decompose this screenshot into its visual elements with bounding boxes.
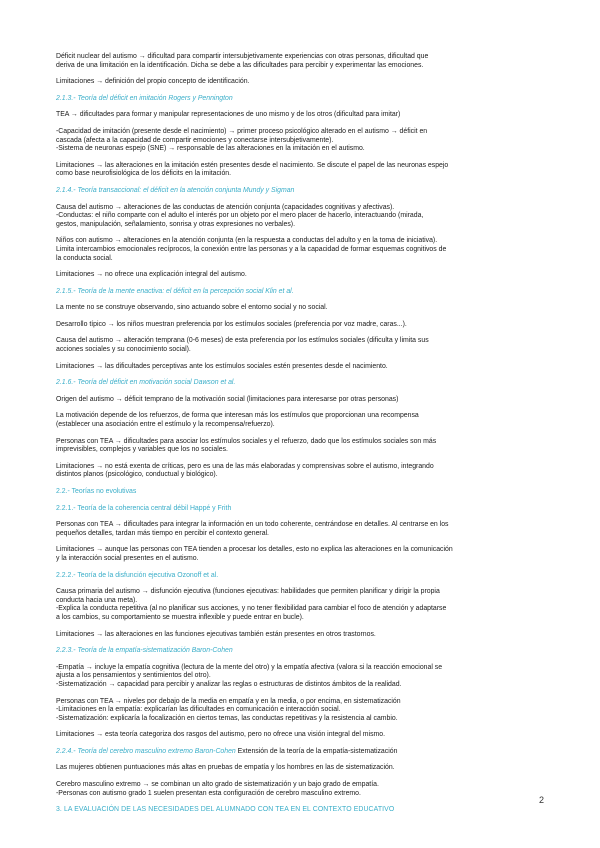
paragraph — [56, 337, 546, 354]
paragraph — [56, 664, 546, 690]
section-heading — [56, 379, 546, 388]
section-heading — [56, 288, 546, 297]
text-line: acciones sociales y su conocimiento social). — [56, 346, 191, 354]
text-line: -Capacidad de imitación (presente desde el nacimiento) → primer proceso psicológico alterado en el autismo → déficit en — [56, 127, 428, 135]
paragraph — [56, 731, 546, 740]
paragraph — [56, 237, 546, 263]
section-heading — [56, 505, 546, 514]
text-line: Causa primaria del autismo → disfunción ejecutiva (funciones ejecutivas: habilidades que permiten planificar y dirigir la propia — [56, 588, 440, 596]
paragraph — [56, 781, 546, 798]
paragraph — [56, 463, 546, 480]
text-line: -Sistematización → capacidad para percibir y analizar las reglas o estructuras de distintos ámbitos de la realidad. — [56, 680, 402, 688]
paragraph — [56, 53, 546, 70]
text-line: cascada (afecta a la capacidad de compartir emociones y conectarse intersubjetivamente). — [56, 136, 334, 144]
text-line: Causa del autismo → alteración temprana (0-6 meses) de esta preferencia por los estímulos sociales (dificulta y limita sus — [56, 337, 429, 345]
section-heading — [56, 187, 546, 196]
section-heading — [56, 95, 546, 104]
text-line: Niños con autismo → alteraciones en la atención conjunta (en la respuesta a conductas del adulto y en la toma de iniciativa). — [56, 237, 438, 245]
paragraph — [56, 764, 546, 773]
chapter-heading — [56, 806, 546, 815]
paragraph — [56, 271, 546, 280]
text-line: 2.2.1.- Teoría de la coherencia central débil Happé y Frith — [56, 504, 232, 512]
text-line: 2.2.2.- Teoría de la disfunción ejecutiva Ozonoff et al. — [56, 571, 219, 579]
section-heading — [56, 647, 546, 656]
text-line: distintos planos (psicológico, conductual y biológico). — [56, 471, 218, 479]
text-line: Causa del autismo → alteraciones de las conductas de atención conjunta (capacidades cognitivas y afectivas). — [56, 203, 395, 211]
text-line: Limitaciones → no ofrece una explicación integral del autismo. — [56, 271, 247, 279]
text-line: y la interacción social presentes en el autismo. — [56, 554, 199, 562]
text-line: -Personas con autismo grado 1 suelen presentan esta configuración de cerebro masculino extremo. — [56, 789, 361, 797]
paragraph — [56, 204, 546, 230]
text-line: Limitaciones → las dificultades perceptivas ante los estímulos sociales estén presentes desde el nacimiento. — [56, 362, 388, 370]
text-line: imprevisibles, complejos y variables que los no sociales. — [56, 446, 228, 454]
paragraph — [56, 438, 546, 455]
paragraph — [56, 304, 546, 313]
section-heading: 2.2.4.- Teoría del cerebro masculino extremo Baron-Cohen — [56, 747, 236, 755]
text-line: -Conductas: el niño comparte con el adulto el interés por un objeto por el mero placer de hacerlo, interactuando (mirada, — [56, 212, 424, 220]
paragraph — [56, 128, 546, 154]
text-line: 2.1.5.- Teoría de la mente enactiva: el déficit en la percepción social Klin et al. — [56, 287, 294, 295]
text-line: deriva de una limitación en la identificación. Dicha se debe a las dificultades para percibir y experimentar las emociones. — [56, 61, 424, 69]
text-line: conducta hacia una meta). — [56, 596, 138, 604]
paragraph — [56, 412, 546, 429]
text-line: -Explica la conducta repetitiva (al no planificar sus acciones, y no tener flexibilidad para cambiar el foco de atención y adaptarse — [56, 605, 447, 613]
text-line: Limitaciones → esta teoría categoriza dos rasgos del autismo, pero no ofrece una visión integral del mismo. — [56, 731, 386, 739]
text-line: Limitaciones → las alteraciones en las funciones ejecutivas también están presentes en otros trastornos. — [56, 630, 376, 638]
text-line: Déficit nuclear del autismo → dificultad para compartir intersubjetivamente experiencias con otras personas, dificultad que — [56, 53, 429, 60]
text-line: Origen del autismo → déficit temprano de la motivación social (limitaciones para interesarse por otras personas) — [56, 395, 399, 403]
text-line: Personas con TEA → niveles por debajo de la media en empatía y en la media, o por encima, en sistematización — [56, 697, 401, 705]
text-line: TEA → dificultades para formar y manipular representaciones de uno mismo y de los otros (dificultad para imitar) — [56, 111, 401, 119]
text-line: Limitaciones → aunque las personas con TEA tienden a procesar los detalles, esto no explica las alteraciones en la comunicación — [56, 546, 453, 554]
text-line: 2.1.3.- Teoría del déficit en imitación Rogers y Pennington — [56, 94, 233, 102]
text-line: pequeños detalles, tardan más tiempo en percibir el contexto general. — [56, 529, 269, 537]
text-line: 2.1.6.- Teoría del déficit en motivación social Dawson et al. — [56, 379, 236, 387]
text-line: 2.1.4.- Teoría transaccional: el déficit en la atención conjunta Mundy y Sigman — [56, 186, 295, 194]
paragraph — [56, 78, 546, 87]
paragraph — [56, 162, 546, 179]
document-body — [56, 53, 546, 815]
text-line: 3. LA EVALUACIÓN DE LAS NECESIDADES DEL ALUMNADO CON TEA EN EL CONTEXTO EDUCATIVO — [56, 806, 395, 814]
text-line: 2.2.3.- Teoría de la empatía-sistematización Baron-Cohen — [56, 647, 233, 655]
text-line: Limitaciones → no está exenta de críticas, pero es una de las más elaboradas y comprensivas sobre el autismo, integrando — [56, 462, 434, 470]
text-line: a los cambios, su comportamiento se muestra inflexible y puede entrar en bucle). — [56, 613, 304, 621]
text-line: Personas con TEA → dificultades para integrar la información en un todo coherente, centrándose en detalles. Al centrarse en los — [56, 521, 449, 529]
text-line: La mente no se construye observando, sino actuando sobre el entorno social y no social. — [56, 304, 328, 312]
paragraph — [56, 588, 546, 622]
heading-paragraph — [56, 748, 546, 757]
paragraph — [56, 546, 546, 563]
paragraph — [56, 396, 546, 405]
text-line: (establecer una asociación entre el estímulo y la recompensa/refuerzo). — [56, 421, 275, 429]
text-line: -Empatía → incluye la empatía cognitiva (lectura de la mente del otro) y la empatía afectiva (valora si la reacción emocional se — [56, 663, 443, 671]
text-line: -Limitaciones en la empatía: explicarían las dificultades en comunicación e interacción social. — [56, 706, 341, 714]
text-line: Las mujeres obtienen puntuaciones más altas en pruebas de empatía y los hombres en las de sistematización. — [56, 764, 395, 772]
text-line: Limita intercambios emocionales recíprocos, la conexión entre las personas y a la capacidad de formar esquemas cognitivos de — [56, 245, 447, 253]
paragraph — [56, 363, 546, 372]
paragraph — [56, 521, 546, 538]
text-line: como base neurofisiológica de los déficits en la imitación. — [56, 170, 232, 178]
text-line: gestos, manipulación, señalamiento, sonrisa y otras expresiones no verbales). — [56, 220, 296, 228]
text-line: -Sistema de neuronas espejo (SNE) → responsable de las alteraciones en la imitación en el autismo. — [56, 145, 365, 153]
text-line: -Sistematización: explicaría la focalización en ciertos temas, las conductas repetitivas y la resistencia al cambio. — [56, 714, 398, 722]
text-line: ajusta a los pensamientos y sentimientos del otro). — [56, 672, 211, 680]
paragraph — [56, 321, 546, 330]
section-heading — [56, 572, 546, 581]
heading-description: Extensión de la teoría de la empatía-sistematización — [235, 747, 398, 755]
paragraph — [56, 631, 546, 640]
text-line: 2.2.- Teorías no evolutivas — [56, 488, 137, 495]
text-line: Limitaciones → las alteraciones en la imitación estén presentes desde el nacimiento. Se discute el papel de las neuronas espejo — [56, 161, 449, 169]
paragraph — [56, 111, 546, 120]
text-line: La motivación depende de los refuerzos, de forma que interesan más los estímulos que proporcionan una recompensa — [56, 412, 419, 420]
page-number: 2 — [538, 795, 544, 805]
text-line: Personas con TEA → dificultades para asociar los estímulos sociales y el refuerzo, dado que los estímulos sociales son más — [56, 437, 437, 445]
text-line: Limitaciones → definición del propio concepto de identificación. — [56, 78, 250, 86]
text-line: la conducta social. — [56, 254, 113, 262]
section-heading — [56, 488, 546, 497]
text-line: Cerebro masculino extremo → se combinan un alto grado de sistematización y un bajo grado de empatía. — [56, 781, 379, 789]
text-line: Desarrollo típico → los niños muestran preferencia por los estímulos sociales (preferencia por voz madre, caras...). — [56, 320, 407, 328]
paragraph — [56, 698, 546, 724]
